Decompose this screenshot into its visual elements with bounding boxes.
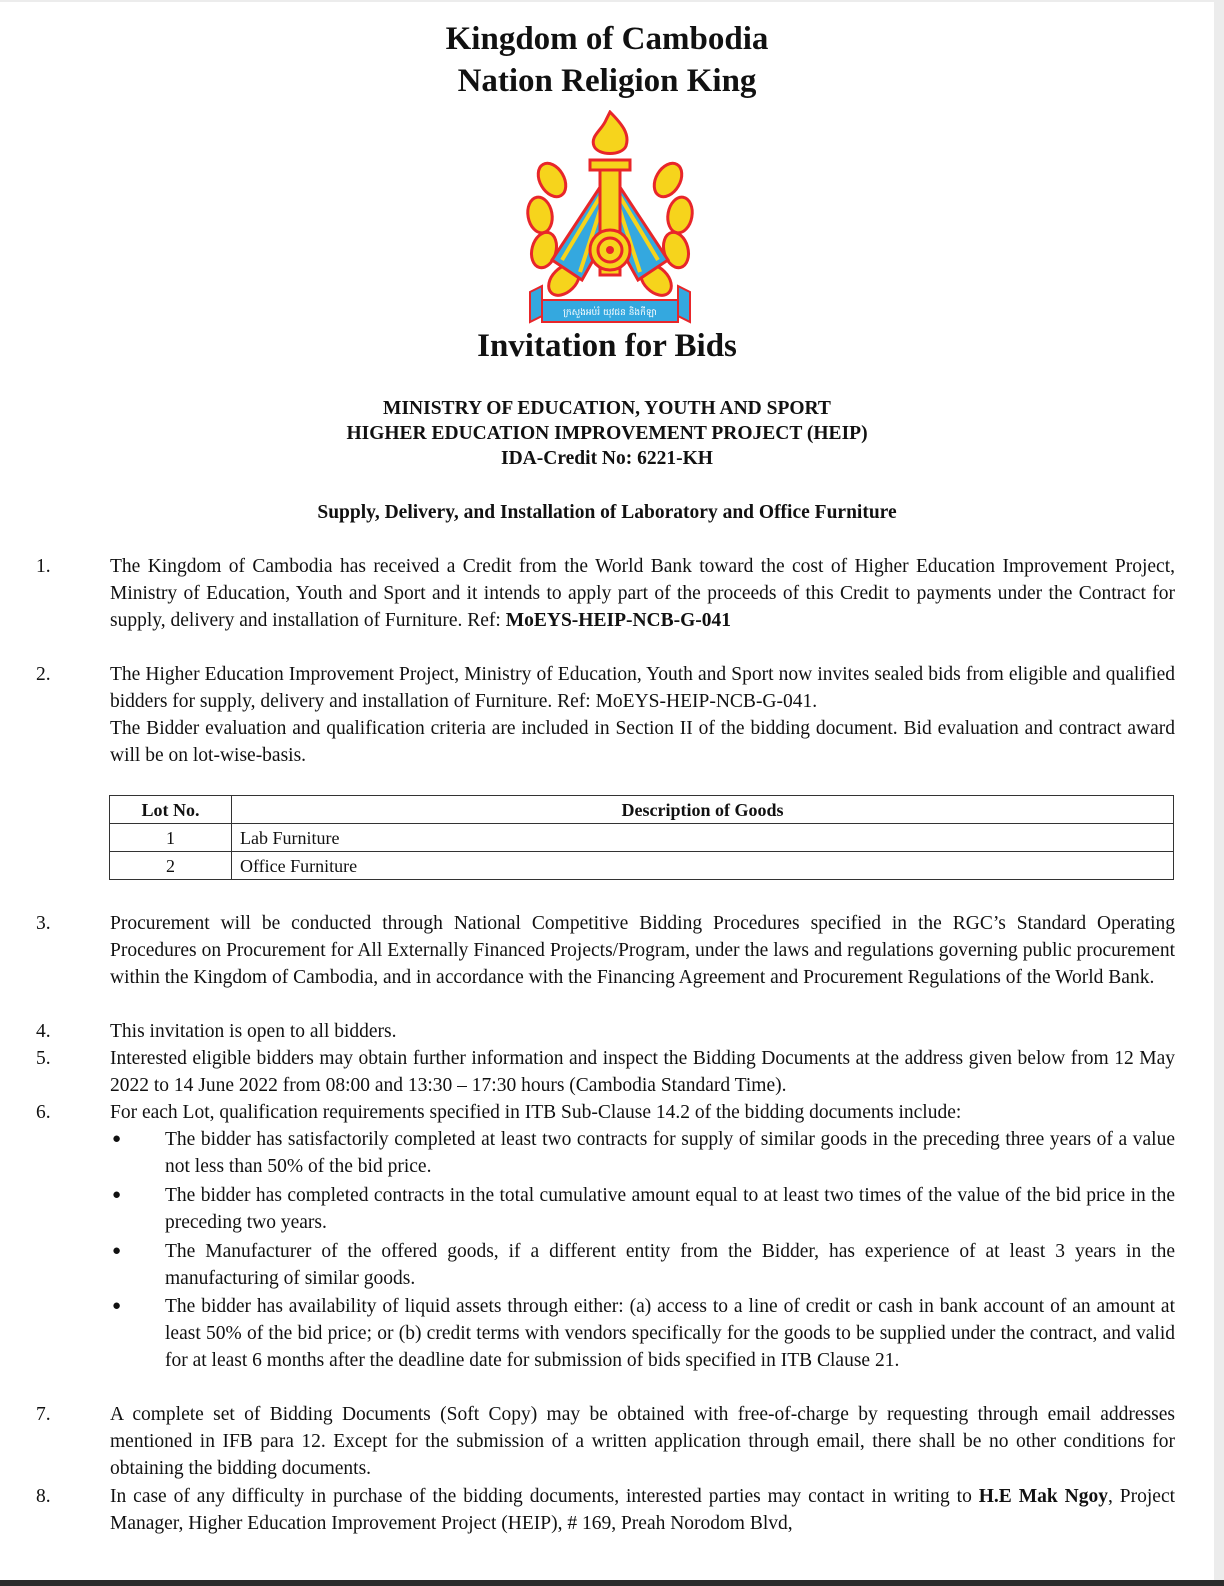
- table-row: [110, 824, 1174, 852]
- evaluation-criteria-text: The Bidder evaluation and qualification criteria are included in Section II of the bidding document. Bid evaluation and contract award will be on lot-wise-basis.: [110, 718, 1175, 766]
- lot-number: 2: [110, 852, 232, 880]
- item-text: In case of any difficulty in purchase of the bidding documents, interested parties may contact in writing to H.E Mak Ngoy, Project Manager, Higher Education Improvement Project (HEIP), # 169, Preah Norodom Blvd,: [110, 1486, 1176, 1534]
- project-name: HIGHER EDUCATION IMPROVEMENT PROJECT (HEIP): [346, 423, 868, 444]
- subject-line: Supply, Delivery, and Installation of Laboratory and Office Furniture: [317, 502, 897, 523]
- item-number: 7.: [36, 1404, 51, 1425]
- credit-number: IDA-Credit No: 6221-KH: [501, 448, 713, 469]
- item-text: This invitation is open to all bidders.: [110, 1021, 397, 1042]
- bullet-icon: ●: [112, 1243, 122, 1259]
- item-number: 1.: [36, 556, 51, 577]
- item-number: 2.: [36, 664, 51, 685]
- item-text: Interested eligible bidders may obtain further information and inspect the Bidding Documents at the address given below from 12 May 2022 to 14 June 2022 from 08:00 and 13:30 – 17:30 hours (Cambodia Standard Time).: [110, 1048, 1175, 1096]
- reference-code: MoEYS-HEIP-NCB-G-041: [505, 610, 732, 631]
- item-text: A complete set of Bidding Documents (Soft Copy) may be obtained with free-of-charge by requesting through email addresses mentioned in IFB para 12. Except for the submission of a written application through email, there shall be no other conditions for obtaining the bidding documents.: [110, 1404, 1175, 1479]
- bullet-icon: ●: [112, 1187, 122, 1203]
- contact-name: H.E Mak Ngoy: [978, 1486, 1108, 1507]
- item-number: 6.: [36, 1102, 51, 1123]
- nation-religion-king: Nation Religion King: [457, 63, 757, 99]
- lot-description: Lab Furniture: [232, 824, 1174, 852]
- bullet-icon: ●: [112, 1298, 122, 1314]
- lots-table: [109, 795, 1174, 880]
- item-text: The Kingdom of Cambodia has received a Credit from the World Bank toward the cost of Higher Education Improvement Project, Ministry of Education, Youth and Sport and it intends to apply part of the proceeds of this Credit to payments under the Contract for supply, delivery and installation of Furniture. Ref: MoEYS-HEIP-NCB-G-041: [110, 556, 1175, 631]
- item-text: For each Lot, qualification requirements specified in ITB Sub-Clause 14.2 of the bidding documents include:: [110, 1102, 962, 1123]
- kingdom-title: Kingdom of Cambodia: [445, 21, 769, 57]
- column-header: Lot No.: [110, 796, 232, 824]
- item-number: 8.: [36, 1486, 51, 1507]
- document-page: Kingdom of Cambodia Nation Religion King ក្រសួងអប់រំ យុវជន និងកីឡា Invitation for Bids MINISTRY OF EDUCATION, YOUTH AND SPORT HIGHER EDUCATION IMPROVEMENT PROJECT (HEIP) IDA-Credit No: 6221-KH Supply, Delivery, and Installation of Laboratory and Office Furniture 1. The Kingdom of Cambodia has received a Credit from the World Bank toward the cost of Higher Education Improvement Project, Ministry of Education, Youth and Sport and it intends to apply part of the proceeds of this Credit to payments under the Contract for supply, delivery and installation of Furniture. Ref: MoEYS-HEIP-NCB-G-041 2. The Higher Education Improvement Project, Ministry of Education, Youth and Sport now invites sealed bids from eligible and qualified bidders for supply, delivery and installation of Furniture. Ref: MoEYS-HEIP-NCB-G-041. The Bidder evaluation and qualification criteria are included in Section II of the bidding document. Bid evaluation and contract award will be on lot-wise-basis. Lot No. Description of Goods 1 Lab Furniture 2 Office Furniture 3. Procurement will be conducted through National Competitive Bidding Procedures specified in the RGC’s Standard Operating Procedures on Procurement for All Externally Financed Projects/Program, under the laws and regulations governing public procurement within the Kingdom of Cambodia, and in accordance with the Financing Agreement and Procurement Regulations of the World Bank. 4. This invitation is open to all bidders. 5. Interested eligible bidders may obtain further information and inspect the Bidding Documents at the address given below from 12 May 2022 to 14 June 2022 from 08:00 and 13:30 – 17:30 hours (Cambodia Standard Time). 6. For each Lot, qualification requirements specified in ITB Sub-Clause 14.2 of the bidding documents include: ● The bidder has satisfactorily completed at least two contracts for supply of similar goods in the preceding three years of a value not less than 50% of the bid price. ● The bidder has completed contracts in the total cumulative amount equal to at least two times of the value of the bid price in the preceding two years. ● The Manufacturer of the offered goods, if a different entity from the Bidder, has experience of at least 3 years in the manufacturing of similar goods. ● The bidder has availability of liquid assets through either: (a) access to a line of credit or cash in bank account of an amount at least 50% of the bid price; or (b) credit terms with vendors specifically for the goods to be supplied under the contract, and valid for at least 6 months after the deadline date for submission of bids specified in ITB Clause 21. 7. A complete set of Bidding Documents (Soft Copy) may be obtained with free-of-charge by requesting through email addresses mentioned in IFB para 12. Except for the submission of a written application through email, there shall be no other conditions for obtaining the bidding documents. 8. In case of any difficulty in purchase of the bidding documents, interested parties may contact in writing to H.E Mak Ngoy, Project Manager, Higher Education Improvement Project (HEIP), # 169, Preah Norodom Blvd,: [0, 2, 1214, 1580]
- lot-description: Office Furniture: [232, 852, 1174, 880]
- table-row: [110, 852, 1174, 880]
- page-bottom-edge: [0, 1580, 1224, 1586]
- column-header: Description of Goods: [232, 796, 1174, 824]
- page-title: Invitation for Bids: [477, 328, 737, 364]
- lot-number: 1: [110, 824, 232, 852]
- item-text: The Higher Education Improvement Project, Ministry of Education, Youth and Sport now invites sealed bids from eligible and qualified bidders for supply, delivery and installation of Furniture. Ref: MoEYS-HEIP-NCB-G-041. The Bidder evaluation and qualification criteria are included in Section II of the bidding document. Bid evaluation and contract award will be on lot-wise-basis.: [110, 661, 1175, 769]
- item-text: Procurement will be conducted through National Competitive Bidding Procedures specified in the RGC’s Standard Operating Procedures on Procurement for All Externally Financed Projects/Program, under the laws and regulations governing public procurement within the Kingdom of Cambodia, and in accordance with the Financing Agreement and Procurement Regulations of the World Bank.: [110, 913, 1175, 988]
- bullet-icon: ●: [112, 1131, 122, 1147]
- item-number: 5.: [36, 1048, 51, 1069]
- ministry-name: MINISTRY OF EDUCATION, YOUTH AND SPORT: [383, 398, 831, 419]
- national-motto-header: [0, 18, 1214, 102]
- item-number: 4.: [36, 1021, 51, 1042]
- emblem-ribbon-text: ក្រសួងអប់រំ យុវជន និងកីឡា: [563, 308, 657, 318]
- ministry-block: [0, 396, 1214, 471]
- table-header-row: [110, 796, 1174, 824]
- ministry-emblem-icon: [522, 110, 698, 332]
- item-number: 3.: [36, 913, 51, 934]
